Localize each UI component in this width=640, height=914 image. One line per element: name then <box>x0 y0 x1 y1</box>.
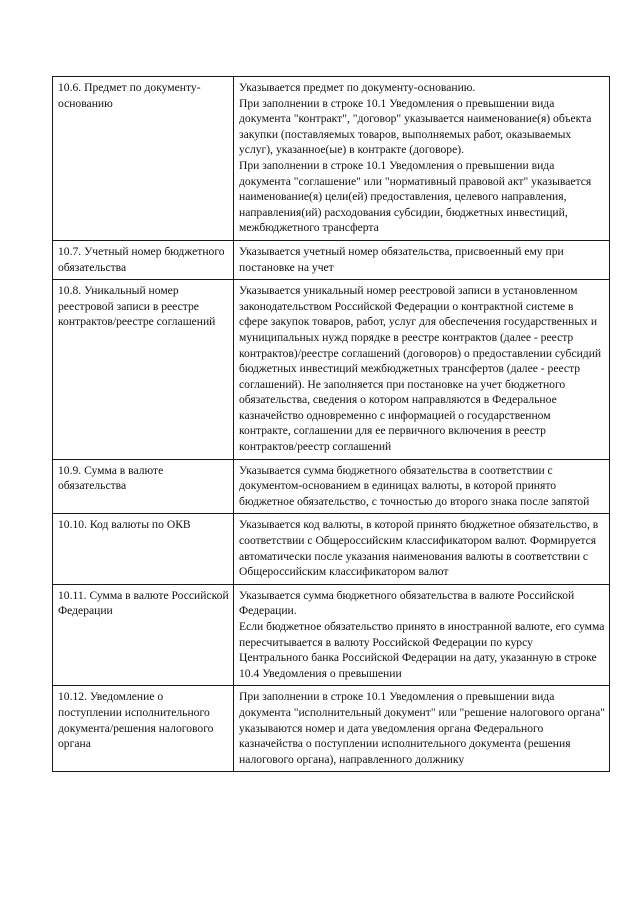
description-paragraph: При заполнении в строке 10.1 Уведомления о превышении вида документа "соглашение" или "нормативный правовой акт" указывается наименование(я) цели(ей) предоставления, целевого направления, направления(ий) расходования субсидии, бюджетных инвестиций, межбюджетного трансферта <box>239 158 592 235</box>
description-paragraph: При заполнении в строке 10.1 Уведомления о превышении вида документа "исполнительный документ" или "решение налогового органа" указываются номер и дата уведомления органа Федерального казначейства о поступлении исполнительного документа (решения налогового органа), направленного должнику <box>239 690 605 766</box>
field-description <box>234 240 610 279</box>
description-paragraph: При заполнении в строке 10.1 Уведомления о превышении вида документа "контракт", "договор" указывается наименование(я) объекта закупки (поставляемых товаров, выполняемых работ, оказываемых услуг), указанное(ые) в контракте (договоре). <box>239 96 592 157</box>
field-name: 10.9. Сумма в валюте обязательства <box>53 459 234 514</box>
field-name: 10.10. Код валюты по ОКВ <box>53 514 234 584</box>
field-description <box>234 686 610 772</box>
field-name: 10.11. Сумма в валюте Российской Федерации <box>53 584 234 686</box>
field-description <box>234 459 610 514</box>
description-paragraph: Указывается сумма бюджетного обязательства в соответствии с документом-основанием в единицах валюты, в которой принято бюджетное обязательство, с точностью до второго знака после запятой <box>239 463 590 508</box>
field-name: 10.8. Уникальный номер реестровой записи в реестре контрактов/реестре соглашений <box>53 280 234 460</box>
field-name: 10.12. Уведомление о поступлении исполнительного документа/решения налогового органа <box>53 686 234 772</box>
field-name: 10.6. Предмет по документу-основанию <box>53 77 234 241</box>
table-row <box>53 77 610 241</box>
description-paragraph: Указывается код валюты, в которой принято бюджетное обязательство, в соответствии с Общероссийским классификатором валют. Формируется автоматически после указания наименования валюты в соответствии с Общероссийским классификатором валют <box>239 518 599 579</box>
table-row <box>53 584 610 686</box>
table-row <box>53 459 610 514</box>
field-name: 10.7. Учетный номер бюджетного обязательства <box>53 240 234 279</box>
description-paragraph: Указывается уникальный номер реестровой записи в установленном законодательством Российской Федерации о контрактной системе в сфере закупок товаров, работ, услуг для обеспечения государственных и муниципальных нужд порядке в реестре контрактов (далее - реестр контрактов)/реестре соглашений (договоров) о предоставлении субсидий бюджетных инвестиций межбюджетных трансфертов (далее - реестр соглашений). Не заполняется при постановке на учет бюджетного обязательства, сведения о котором направляются в Федеральное казначейство одновременно с информацией о государственном контракте, соглашении для ее первичного включения в реестр контрактов/реестр соглашений <box>239 284 602 454</box>
field-description <box>234 77 610 241</box>
table-row <box>53 240 610 279</box>
description-paragraph: Указывается предмет по документу-основанию. <box>239 81 476 94</box>
table-row <box>53 686 610 772</box>
field-description <box>234 280 610 460</box>
table-row <box>53 514 610 584</box>
field-description <box>234 514 610 584</box>
table-row <box>53 280 610 460</box>
field-description <box>234 584 610 686</box>
description-paragraph: Если бюджетное обязательство принято в иностранной валюте, его сумма пересчитывается в валюту Российской Федерации по курсу Центрального банка Российской Федерации на дату, указанную в строке 10.4 Уведомления о превышении <box>239 620 605 680</box>
requirements-table <box>52 76 610 772</box>
description-paragraph: Указывается сумма бюджетного обязательства в валюте Российской Федерации. <box>239 588 575 618</box>
description-paragraph: Указывается учетный номер обязательства, присвоенный ему при постановке на учет <box>239 244 564 274</box>
